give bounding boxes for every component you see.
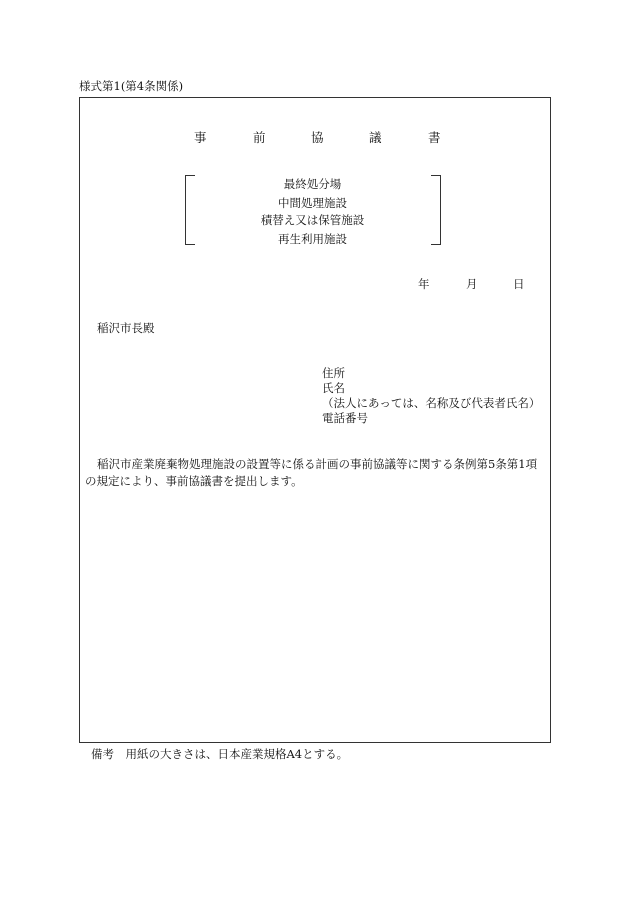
body-text: 稲沢市産業廃棄物処理施設の設置等に係る計画の事前協議等に関する条例第5条第1項の規定により、事前協議書を提出します。 [85,457,538,488]
facility-type-item: 中間処理施設 [278,196,347,210]
applicant-name-label: 氏名 [322,381,345,395]
title-char: 事 [194,130,207,145]
form-number: 様式第1(第4条関係) [79,79,184,93]
date-month: 月 [466,277,478,291]
title-char: 前 [253,130,266,145]
remarks-note: 備考 用紙の大きさは、日本産業規格A4とする。 [91,747,349,761]
date-day: 日 [513,277,525,291]
applicant-address-label: 住所 [322,366,345,380]
right-bracket [431,175,441,245]
title-char: 書 [428,130,441,145]
form-frame [79,97,551,743]
facility-type-item: 再生利用施設 [278,232,347,246]
addressee: 稲沢市長殿 [97,321,155,335]
applicant-phone-label: 電話番号 [322,411,368,425]
applicant-corporate-note: （法人にあっては、名称及び代表者氏名） [322,396,541,410]
facility-type-item: 最終処分場 [283,177,342,191]
title-char: 議 [369,130,382,145]
date-year: 年 [418,277,430,291]
title-char: 協 [311,130,324,145]
facility-type-item: 積替え又は保管施設 [260,213,365,227]
